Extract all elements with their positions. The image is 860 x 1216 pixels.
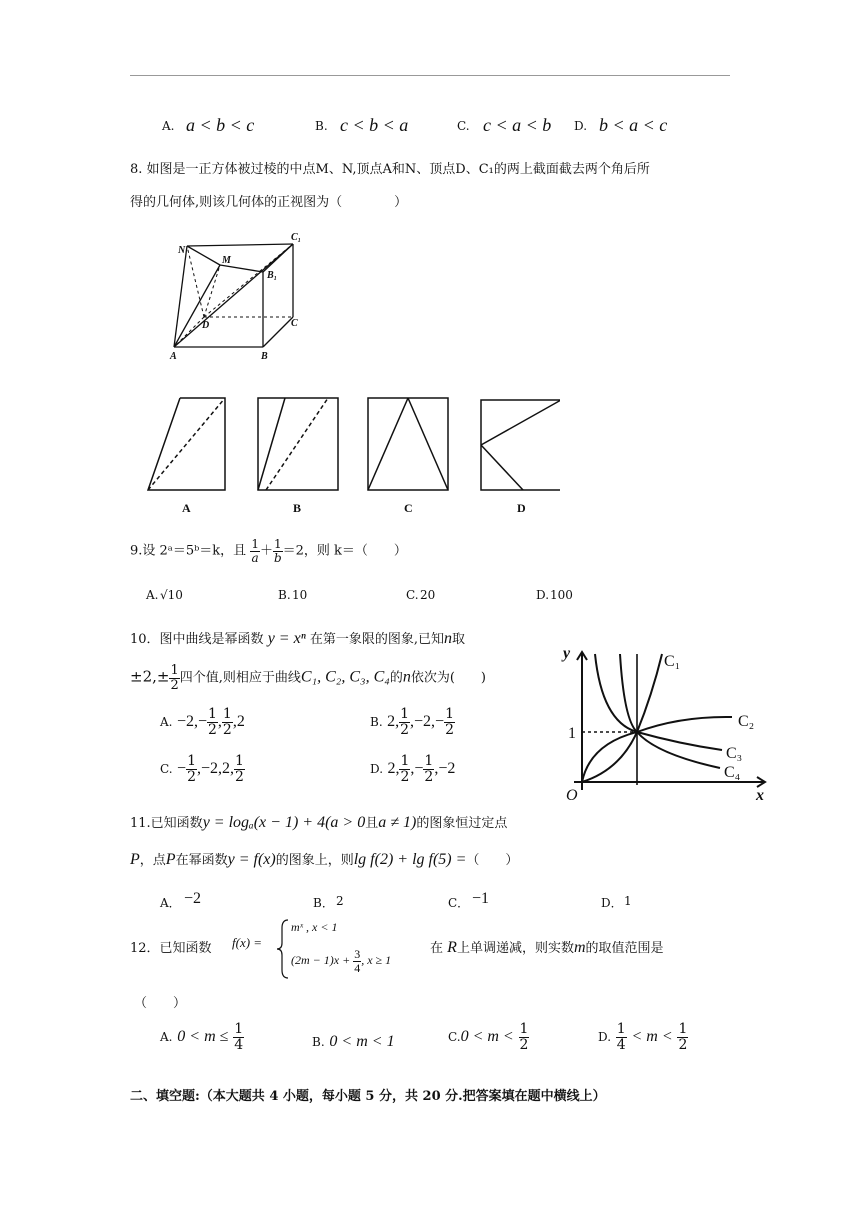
q10-half [169, 664, 179, 692]
q10-half-num: 1 [170, 663, 179, 678]
q12-stem-d: 的取值范围是 [585, 941, 664, 956]
q10-option-a-label: A. [160, 715, 173, 730]
q12-piece2-b: , x ≥ 1 [361, 952, 392, 967]
graph-label-c1: C₁ [664, 653, 681, 670]
q10-option-b: B. 2, $\frac{1}{2}$ ,−2,− $\frac{1}{2}$ [370, 706, 454, 738]
q12-paren: （ ） [134, 996, 187, 1011]
q9-stem-post: ＝2，则 k＝（ ） [282, 543, 407, 559]
q12-piece1: mˣ , x < 1 [291, 920, 338, 934]
q12-piece2-den: 4 [354, 960, 361, 975]
q9-option-d-label: D. [536, 588, 550, 602]
q10-stem-line1 [130, 628, 465, 648]
q11-l2-a: ，点 [139, 853, 166, 868]
q11-l1-c: a ≠ 1) [378, 814, 417, 831]
q9-stem-pre: 9.设 2ᵃ＝5ᵇ＝k，且 [130, 543, 247, 559]
graph-label-c2: C₂ [738, 713, 755, 730]
q11-l2-expr: y = f(x) [227, 851, 276, 868]
view-d [481, 400, 560, 490]
cube-label-d: D [202, 320, 210, 331]
q12-option-a-expr: 0 < m ≤ [177, 1028, 229, 1046]
q10-option-d: D. 2, $\frac{1}{2}$ ,− $\frac{1}{2}$ ,−2 [370, 753, 456, 785]
q10-l2-n: n [402, 668, 411, 686]
q12-option-b [312, 1032, 395, 1051]
q11-option-b-label: B． [313, 896, 334, 910]
header-rule [130, 75, 730, 76]
q12-option-d-num1: 1 [616, 1021, 626, 1037]
q11-l2-p: P [130, 851, 140, 868]
cube-label-m: M [222, 255, 231, 266]
q9-stem [130, 538, 407, 564]
cube-label-b1: B₁ [267, 270, 278, 281]
q12-option-a-den: 4 [234, 1036, 244, 1053]
q9-option-c-label: C. [406, 588, 419, 602]
q10-l1-a: 10．图中曲线是幂函数 [130, 632, 264, 647]
q7-option-a-label: A. [162, 119, 175, 133]
q10-l2-b: 四个值,则相应于曲线 [179, 670, 301, 686]
q10-option-c-label: C. [160, 762, 173, 777]
q9-option-b-label: B. [278, 588, 291, 602]
cube-label-c: C [291, 318, 298, 329]
cube-label-b: B [261, 351, 268, 362]
view-label-b: B [293, 501, 302, 515]
q10-l2-c: 的 [389, 670, 403, 686]
q11-l1-b: 且 [365, 816, 379, 831]
q7-option-c-expr: c < a < b [483, 115, 552, 135]
q12-option-d-den1: 4 [616, 1036, 626, 1053]
q12-option-c-label: C. [448, 1030, 461, 1045]
q7-option-b-label: B. [315, 119, 328, 133]
q12-option-b-expr: 0 < m < 1 [329, 1033, 395, 1050]
q10-l1-c: 取 [452, 632, 466, 647]
q12-option-d-label: D. [598, 1030, 612, 1045]
q12-option-a-num: 1 [234, 1021, 244, 1037]
q11-l2-p2: P [165, 851, 176, 868]
q12-piece2-num: 3 [354, 947, 361, 961]
curve-c4 [620, 654, 720, 768]
q10-l1-n: n [444, 630, 453, 647]
q10-l2-a: ±2,± [130, 667, 170, 686]
q9-frac1-num: 1 [251, 537, 259, 551]
q12-option-b-label: B. [312, 1035, 325, 1049]
q12-option-d-den2: 2 [678, 1036, 688, 1053]
q9-option-c-value: 20 [420, 588, 436, 602]
q11-option-c-value: −1 [472, 890, 490, 907]
q12-stem-a: 12．已知函数 [130, 941, 212, 956]
q12-option-d-num2: 1 [678, 1021, 688, 1037]
q8-cube-figure [160, 225, 320, 365]
q11-l2-b: 在幂函数 [175, 853, 228, 868]
q7-option-a-expr: a < b < c [186, 115, 255, 135]
q11-l2-expr2: lg f(2) + lg f(5) = [353, 851, 467, 868]
q11-option-c-label: C． [448, 896, 470, 910]
q10-l1-b: 在第一象限的图象,已知 [309, 632, 445, 647]
graph-label-c4: C₄ [724, 764, 741, 781]
q12-stem-rest [430, 937, 664, 957]
q11-l2-d: （ ） [466, 853, 519, 868]
view-label-a: A [182, 501, 191, 515]
q10-option-b-label: B. [370, 715, 383, 730]
q10-stem-line2 [130, 664, 486, 692]
q9-option-a-value: √10 [160, 588, 183, 602]
q9-option-b-value: 10 [292, 588, 308, 602]
q11-option-b-value: 2 [336, 894, 344, 908]
q12-piece2 [291, 948, 391, 974]
q9-frac2-num: 1 [273, 537, 282, 551]
q10-l2-d: 依次为( ) [410, 670, 486, 686]
q10-option-a: A. −2,− $\frac{1}{2}$ , $\frac{1}{2}$ ,2 [160, 706, 245, 738]
q12-stem-r: R [447, 939, 457, 956]
q9-frac2-den: b [273, 550, 282, 565]
graph-label-one: 1 [568, 725, 576, 742]
q9-frac-2 [273, 538, 283, 564]
graph-label-x: x [756, 787, 764, 804]
q11-l1-a: 11.已知函数 [130, 816, 203, 831]
q7-option-b-expr: c < b < a [340, 115, 409, 135]
q7-option-d-expr: b < a < c [599, 115, 668, 135]
q12-option-c-den: 2 [519, 1036, 529, 1053]
graph-label-y: y [563, 645, 571, 662]
cube-label-c1: C₁ [291, 232, 302, 243]
q7-option-d-label: D. [574, 119, 588, 133]
view-label-d: D [517, 501, 526, 515]
view-label-c: C [404, 501, 413, 515]
q11-stem-line2 [130, 849, 518, 869]
cube-label-n: N [178, 245, 186, 256]
q12-option-a [160, 1022, 244, 1052]
view-a [148, 398, 225, 490]
q12-piece2-a: (2m − 1)x + [291, 952, 351, 967]
q10-l1-expr: y = xⁿ [267, 630, 306, 647]
q11-option-a-value: −2 [184, 890, 202, 907]
view-b [258, 398, 338, 490]
q12-option-c-num: 1 [519, 1021, 529, 1037]
q10-option-d-label: D. [370, 762, 384, 777]
q9-option-d-value: 100 [550, 588, 573, 602]
q9-frac-1 [250, 538, 260, 564]
view-c [368, 398, 448, 490]
q8-stem-line1: 8. 如图是一正方体被过棱的中点M、N,顶点A和N、顶点D、C₁的两上截面截去两个角后所 [130, 162, 650, 177]
q12-stem-b: 在 [430, 941, 444, 956]
q12-option-c-expr: 0 < m < [460, 1028, 514, 1046]
graph-label-c3: C₃ [726, 745, 743, 762]
q10-half-den: 2 [170, 677, 179, 693]
q11-option-a-label: A． [160, 896, 181, 910]
q12-option-d [598, 1022, 688, 1052]
q9-plus: ＋ [259, 543, 273, 559]
q12-fx: f(x) = [232, 935, 263, 950]
q8-view-options [140, 390, 560, 520]
q11-l1-d: 的图象恒过定点 [416, 816, 508, 831]
q11-l1-expr: y = logₐ(x − 1) + 4(a > 0 [202, 814, 366, 831]
q11-stem-line1 [130, 812, 507, 832]
q8-stem-line2: 得的几何体,则该几何体的正视图为（ ） [130, 195, 408, 210]
q11-option-d-label: D． [601, 896, 623, 910]
q12-stem-c: 上单调递减，则实数 [456, 941, 574, 956]
q9-option-a-label: A. [146, 588, 159, 602]
q9-frac1-den: a [251, 550, 259, 565]
q12-brace [276, 918, 290, 980]
q12-stem-m: m [573, 939, 586, 956]
cube-label-a: A [170, 351, 177, 362]
q10-power-function-graph [560, 640, 775, 810]
q11-l2-c: 的图象上，则 [275, 853, 354, 868]
q12-option-c [448, 1022, 529, 1052]
section-2-heading: 二、填空题:（本大题共 4 小题，每小题 5 分，共 20 分.把答案填在题中横线上） [130, 1089, 606, 1104]
q12-option-a-label: A. [160, 1030, 173, 1045]
q12-option-d-mid: < m < [631, 1028, 673, 1046]
q7-option-c-label: C. [457, 119, 470, 133]
graph-label-origin: O [566, 787, 578, 804]
q10-option-c: C. − $\frac{1}{2}$ ,−2,2, $\frac{1}{2}$ [160, 753, 244, 785]
q11-option-d-value: 1 [624, 894, 632, 908]
q10-l2-expr: C₁, C₂, C₃, C₄ [300, 668, 390, 686]
